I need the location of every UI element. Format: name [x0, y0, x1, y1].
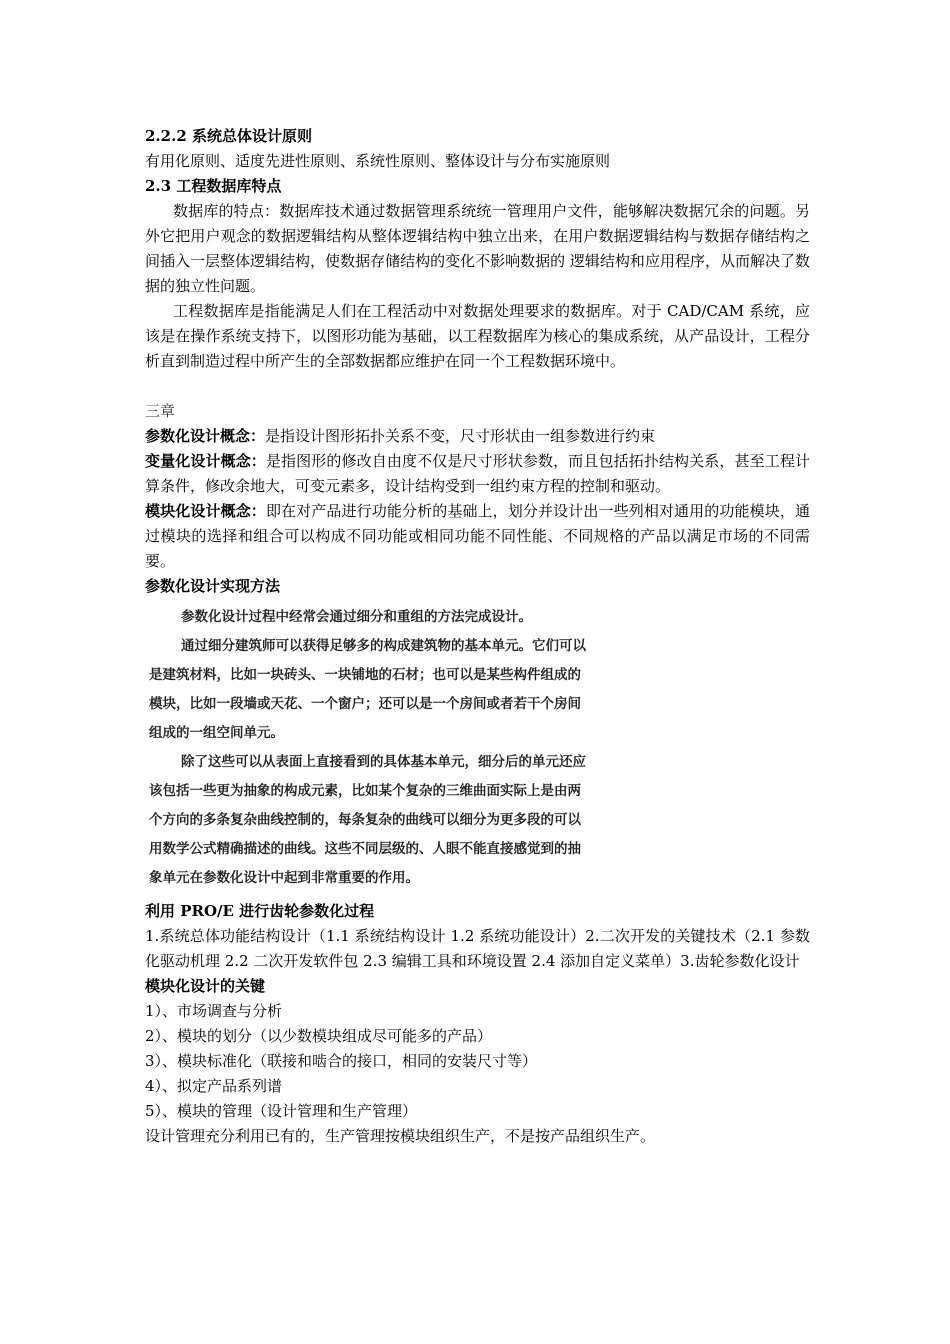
chapter-3-title: 三章 [145, 402, 176, 420]
scanned-text-figure [149, 603, 589, 893]
figure-paragraph-1: 参数化设计过程中经常会通过细分和重组的方法完成设计。 [181, 609, 532, 625]
modular-key-item-5: 5）、模块的管理（设计管理和生产管理） [145, 1102, 418, 1120]
section-2-3-heading: 2.3 工程数据库特点 [145, 177, 282, 195]
variable-design-concept [145, 449, 810, 499]
variable-design-text: 是指图形的修改自由度不仅是尺寸形状参数，而且包括拓扑结构关系，甚至工程计算条件，修改余地大，可变元素多，设计结构受到一组约束方程的控制和驱动。 [145, 452, 810, 495]
modular-design-concept [145, 499, 810, 574]
figure-paragraph-2: 通过细分建筑师可以获得足够多的构成建筑物的基本单元。它们可以是建筑材料，比如一块砖头、一块铺地的石材；也可以是某些构件组成的模块，比如一段墙或天花、一个窗户；还可以是一个房间或者若干个房间组成的一组空间单元。 [149, 638, 586, 741]
proe-body: 1.系统总体功能结构设计（1.1 系统结构设计 1.2 系统功能设计）2.二次开发的关键技术（2.1 参数化驱动机理 2.2 二次开发软件包 2.3 编辑工具和环境设置 2.4 添加自定义菜单）3.齿轮参数化设计 [145, 927, 810, 970]
modular-key-closing: 设计管理充分利用已有的，生产管理按模块组织生产，不是按产品组织生产。 [145, 1127, 656, 1145]
figure-paragraph-3: 除了这些可以从表面上直接看到的具体基本单元，细分后的单元还应该包括一些更为抽象的构成元素，比如某个复杂的三维曲面实际上是由两个方向的多条复杂曲线控制的，每条复杂的曲线可以细分为更多段的可以用数学公式精确描述的曲线。这些不同层级的、人眼不能直接感觉到的抽象单元在参数化设计中起到非常重要的作用。 [149, 754, 586, 886]
variable-design-label: 变量化设计概念： [145, 452, 266, 470]
modular-key-heading: 模块化设计的关键 [145, 977, 266, 995]
document-page [145, 124, 810, 1149]
section-2-2-2-body: 有用化原则、适度先进性原则、系统性原则、整体设计与分布实施原则 [145, 152, 611, 170]
param-impl-heading: 参数化设计实现方法 [145, 577, 281, 595]
modular-key-item-4: 4）、拟定产品系列谱 [145, 1077, 283, 1095]
param-design-concept [145, 424, 810, 449]
modular-design-label: 模块化设计概念： [145, 502, 266, 520]
section-2-3-paragraph-1: 数据库的特点：数据库技术通过数据管理系统统一管理用户文件，能够解决数据冗余的问题。另外它把用户观念的数据逻辑结构从整体逻辑结构中独立出来，在用户数据逻辑结构与数据存储结构之间插入一层整体逻辑结构，使数据存储结构的变化不影响数据的 逻辑结构和应用程序，从而解决了数据的独立性问题。 [145, 202, 810, 295]
modular-key-item-3: 3）、模块标准化（联接和啮合的接口，相同的安装尺寸等） [145, 1052, 538, 1070]
section-2-3-paragraph-2: 工程数据库是指能满足人们在工程活动中对数据处理要求的数据库。对于 CAD/CAM 系统，应该是在操作系统支持下，以图形功能为基础，以工程数据库为核心的集成系统，从产品设计，工程分析直到制造过程中所产生的全部数据都应维护在同一个工程数据环境中。 [145, 302, 810, 370]
proe-heading: 利用 PRO/E 进行齿轮参数化过程 [145, 902, 375, 920]
modular-design-text: 即在对产品进行功能分析的基础上，划分并设计出一些列相对通用的功能模块，通过模块的选择和组合可以构成不同功能或相同功能不同性能、不同规格的产品以满足市场的不同需要。 [145, 502, 810, 570]
modular-key-item-1: 1）、市场调查与分析 [145, 1002, 283, 1020]
section-2-2-2-heading: 2.2.2 系统总体设计原则 [145, 127, 312, 145]
param-design-label: 参数化设计概念： [145, 427, 266, 445]
modular-key-item-2: 2）、模块的划分（以少数模块组成尽可能多的产品） [145, 1027, 493, 1045]
param-design-text: 是指设计图形拓扑关系不变，尺寸形状由一组参数进行约束 [265, 427, 656, 445]
